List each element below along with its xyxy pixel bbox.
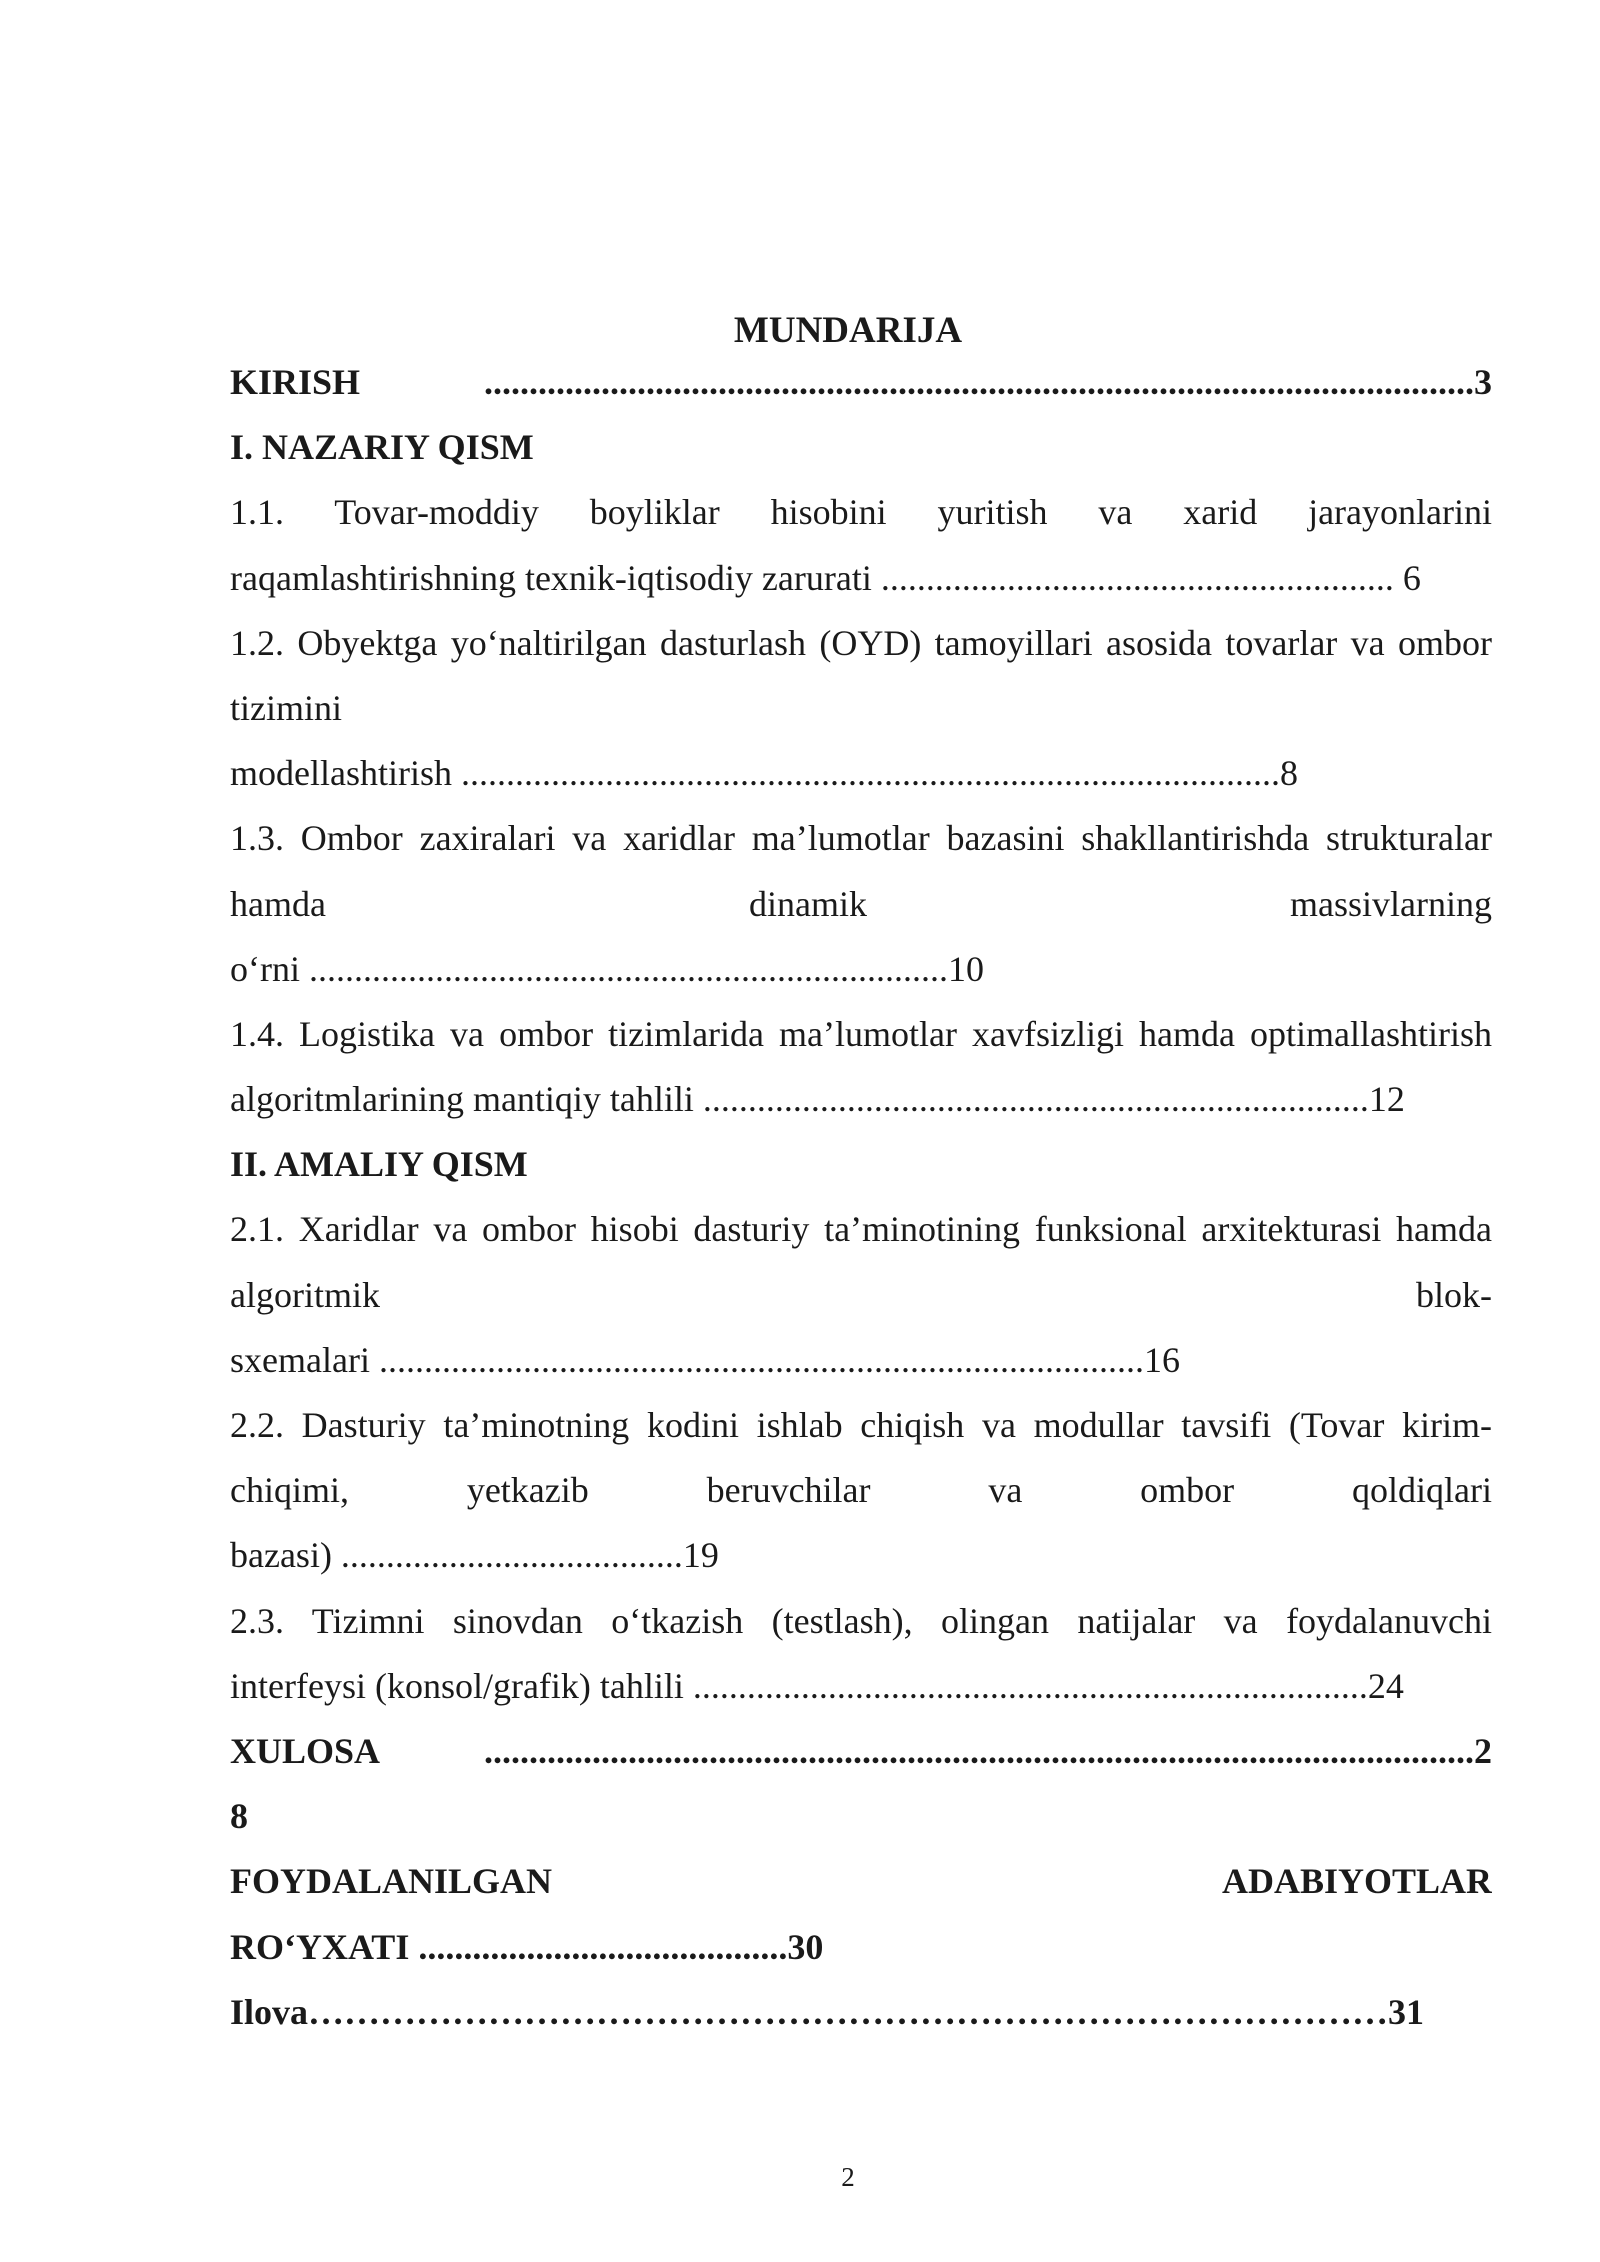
toc-line: algoritmlarining mantiqiy tahlili ..........................................................................12 — [230, 1079, 1405, 1120]
toc-line: tizimini — [230, 687, 342, 728]
toc-line: raqamlashtirishning texnik-iqtisodiy zarurati ......................................................... 6 — [230, 557, 1421, 598]
toc-line: KIRISH ..............................................................................................................3 — [230, 362, 1492, 402]
page-number: 2 — [841, 2162, 855, 2192]
toc-line: II. AMALIY QISM — [230, 1144, 528, 1185]
toc-line: I. NAZARIY QISM — [230, 427, 534, 468]
toc-line: 1.1. Tovar-moddiy boyliklar hisobini yuritish va xarid jarayonlarini — [230, 492, 1492, 533]
toc-line: 1.3. Ombor zaxiralari va xaridlar ma’lumotlar bazasini shakllantirishda strukturalar — [230, 818, 1492, 859]
toc-line: 1.2. Obyektga yo‘naltirilgan dasturlash (OYD) tamoyillari asosida tovarlar va ombor — [230, 622, 1492, 663]
toc-line: Ilova………………………………………………………………………………31 — [230, 1991, 1425, 2032]
toc-line: hamda dinamik massivlarning — [230, 883, 1492, 924]
toc-line: 8 — [230, 1796, 248, 1837]
toc-line: 2.1. Xaridlar va ombor hisobi dasturiy ta’minotining funksional arxitekturasi hamda — [230, 1209, 1492, 1250]
toc-line: algoritmik blok- — [230, 1274, 1492, 1315]
toc-line: chiqimi, yetkazib beruvchilar va ombor qoldiqlari — [230, 1470, 1492, 1511]
toc-line: sxemalari .....................................................................................16 — [230, 1339, 1180, 1380]
toc-line: modellashtirish ...........................................................................................8 — [230, 753, 1298, 794]
toc-line: FOYDALANILGAN ADABIYOTLAR — [230, 1861, 1492, 1902]
toc-line: 2.3. Tizimni sinovdan o‘tkazish (testlash), olingan natijalar va foydalanuvchi — [230, 1600, 1492, 1641]
toc-line: interfeysi (konsol/grafik) tahlili ...........................................................................24 — [230, 1665, 1404, 1706]
toc-line: o‘rni .......................................................................10 — [230, 948, 984, 989]
toc-line: 2.2. Dasturiy ta’minotning kodini ishlab chiqish va modullar tavsifi (Tovar kirim- — [230, 1405, 1492, 1445]
toc-line: 1.4. Logistika va ombor tizimlarida ma’lumotlar xavfsizligi hamda optimallashtirish — [230, 1013, 1492, 1054]
toc-line: bazasi) ......................................19 — [230, 1535, 719, 1576]
toc-line: XULOSA ..............................................................................................................2 — [230, 1730, 1492, 1771]
toc-title: MUNDARIJA — [733, 310, 963, 351]
toc-line: RO‘YXATI .........................................30 — [230, 1926, 824, 1967]
table-of-contents — [230, 350, 1492, 2045]
